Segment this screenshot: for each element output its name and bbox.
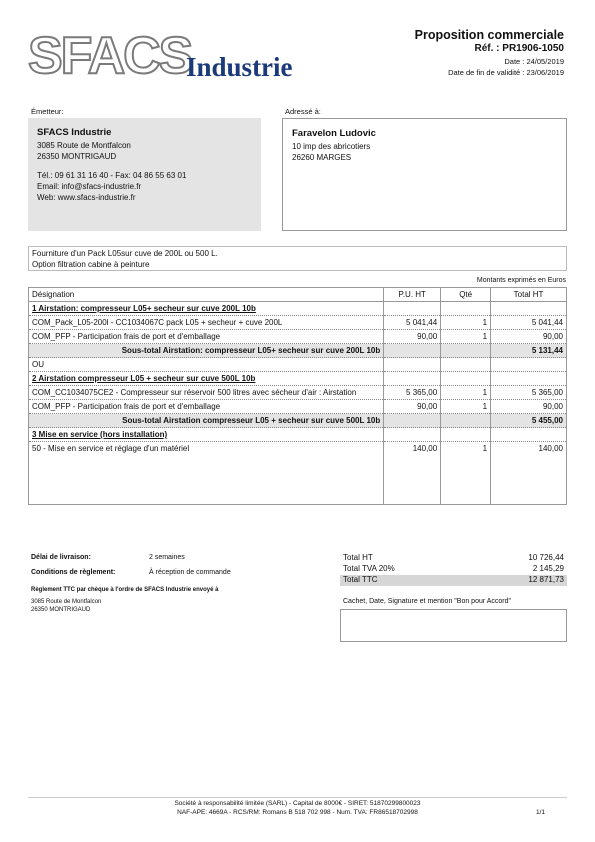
recipient-city: 26260 MARGES	[292, 153, 352, 162]
footer-legal-2: NAF-APE: 4669A - RCS/RM: Romans B 518 702 998 - Num. TVA: FR86518702998	[177, 809, 418, 816]
section-row	[29, 302, 567, 316]
issuer-street: 3085 Route de Montfalcon	[37, 141, 131, 150]
total-tva-label: Total TVA 20%	[343, 564, 395, 573]
total-tva	[340, 564, 567, 575]
delivery-delay-value: 2 semaines	[149, 554, 185, 561]
header-quantity: Qté	[441, 288, 491, 302]
recipient-label: Adressé à:	[285, 107, 321, 116]
section-title: 3 Mise en service (hors installation)	[29, 428, 384, 442]
signature-label: Cachet, Date, Signature et mention "Bon pour Accord"	[343, 598, 512, 605]
subtotal-label: Sous-total Airstation compresseur L05 + secheur sur cuve 500L 10b	[29, 414, 384, 428]
payment-conditions-value: À réception de commande	[149, 569, 231, 576]
option-separator: OU	[29, 358, 384, 372]
subtotal-value: 5 131,44	[491, 344, 567, 358]
item-designation: COM_PFP - Participation frais de port et d'emballage	[29, 400, 384, 414]
issuer-phone: Tél.: 09 61 31 16 40 - Fax: 04 86 55 63 01	[37, 171, 187, 180]
recipient-name: Faravelon Ludovic	[292, 128, 376, 139]
table-header	[29, 288, 567, 302]
cheque-address-street: 3085 Route de Montfalcon	[31, 599, 102, 605]
issuer-web: Web: www.sfacs-industrie.fr	[37, 193, 136, 202]
item-quantity: 1	[441, 330, 491, 344]
item-quantity: 1	[441, 400, 491, 414]
section-title: 2 Airstation compresseur L05 + secheur sur cuve 500L 10b	[29, 372, 384, 386]
item-designation: 50 - Mise en service et réglage d'un matériel	[29, 442, 384, 505]
header-unit-price: P.U. HT	[384, 288, 441, 302]
issuer-label: Émetteur:	[31, 107, 64, 116]
item-quantity: 1	[441, 442, 491, 505]
total-ttc-value: 12 871,73	[528, 575, 564, 584]
issuer-city: 26350 MONTRIGAUD	[37, 152, 117, 161]
item-total: 5 041,44	[491, 316, 567, 330]
header-total: Total HT	[491, 288, 567, 302]
logo-subtitle: Industrie	[186, 52, 293, 82]
total-ht-label: Total HT	[343, 553, 373, 562]
section-row	[29, 428, 567, 442]
footer-divider	[28, 797, 567, 798]
total-ht-value: 10 726,44	[528, 553, 564, 562]
item-unit-price: 5 041,44	[384, 316, 441, 330]
object-line-1: Fourniture d'un Pack L05sur cuve de 200L ou 500 L.	[32, 249, 218, 258]
document-reference: Réf. : PR1906-1050	[474, 43, 564, 54]
delivery-delay-label: Délai de livraison:	[31, 554, 91, 561]
table-row	[29, 316, 567, 330]
table-row	[29, 330, 567, 344]
subtotal-label: Sous-total Airstation: compresseur L05+ secheur sur cuve 200L 10b	[29, 344, 384, 358]
table-row	[29, 358, 567, 372]
object-line-2: Option filtration cabine à peinture	[32, 259, 150, 269]
signature-box	[340, 609, 567, 642]
payment-conditions-label: Conditions de règlement:	[31, 569, 116, 576]
total-ht	[340, 553, 567, 564]
item-unit-price: 5 365,00	[384, 386, 441, 400]
item-designation: COM_PFP - Participation frais de port et d'emballage	[29, 330, 384, 344]
cheque-note: Règlement TTC par chèque à l'ordre de SFACS Industrie envoyé à	[31, 587, 219, 593]
page-number: 1/1	[535, 809, 545, 816]
issuer-name: SFACS Industrie	[37, 127, 112, 138]
table-row	[29, 400, 567, 414]
item-designation: COM_CC1034075CE2 - Compresseur sur réservoir 500 litres avec sécheur d'air : Airstation	[29, 386, 384, 400]
item-unit-price: 140,00	[384, 442, 441, 505]
payment-conditions	[31, 569, 231, 576]
item-unit-price: 90,00	[384, 400, 441, 414]
table-row	[29, 386, 567, 400]
item-quantity: 1	[441, 316, 491, 330]
item-total: 140,00	[491, 442, 567, 505]
issuer-box	[28, 118, 261, 231]
item-total: 90,00	[491, 400, 567, 414]
footer-legal-1: Société à responsabilité limitée (SARL) - Capital de 8000€ - SIRET: 51870299800023	[174, 800, 421, 807]
delivery-delay	[31, 554, 185, 561]
total-tva-value: 2 145,29	[532, 564, 564, 573]
company-logo	[28, 27, 318, 90]
currency-note: Montants exprimés en Euros	[476, 277, 566, 284]
items-table	[28, 287, 567, 505]
subtotal-row	[29, 414, 567, 428]
logo-mark: SFACS	[28, 27, 192, 85]
issuer-email: Email: info@sfacs-industrie.fr	[37, 182, 142, 191]
total-ttc	[340, 575, 567, 586]
proposal-object	[28, 246, 567, 271]
recipient-street: 10 imp des abricotiers	[292, 142, 371, 151]
document-date: Date : 24/05/2019	[504, 57, 564, 66]
item-total: 5 365,00	[491, 386, 567, 400]
section-row	[29, 372, 567, 386]
subtotal-value: 5 455,00	[491, 414, 567, 428]
subtotal-row	[29, 344, 567, 358]
validity-date: Date de fin de validité : 23/06/2019	[448, 68, 564, 77]
item-unit-price: 90,00	[384, 330, 441, 344]
document-title: Proposition commerciale	[414, 28, 564, 42]
header-designation: Désignation	[29, 288, 384, 302]
section-title: 1 Airstation: compresseur L05+ secheur sur cuve 200L 10b	[29, 302, 384, 316]
cheque-address-city: 26350 MONTRIGAUD	[31, 607, 91, 613]
table-row	[29, 442, 567, 505]
item-designation: COM_Pack_L05-200l - CC1034067C pack L05 + secheur + cuve 200L	[29, 316, 384, 330]
total-ttc-label: Total TTC	[343, 575, 378, 584]
item-total: 90,00	[491, 330, 567, 344]
item-quantity: 1	[441, 386, 491, 400]
recipient-box	[282, 118, 567, 231]
